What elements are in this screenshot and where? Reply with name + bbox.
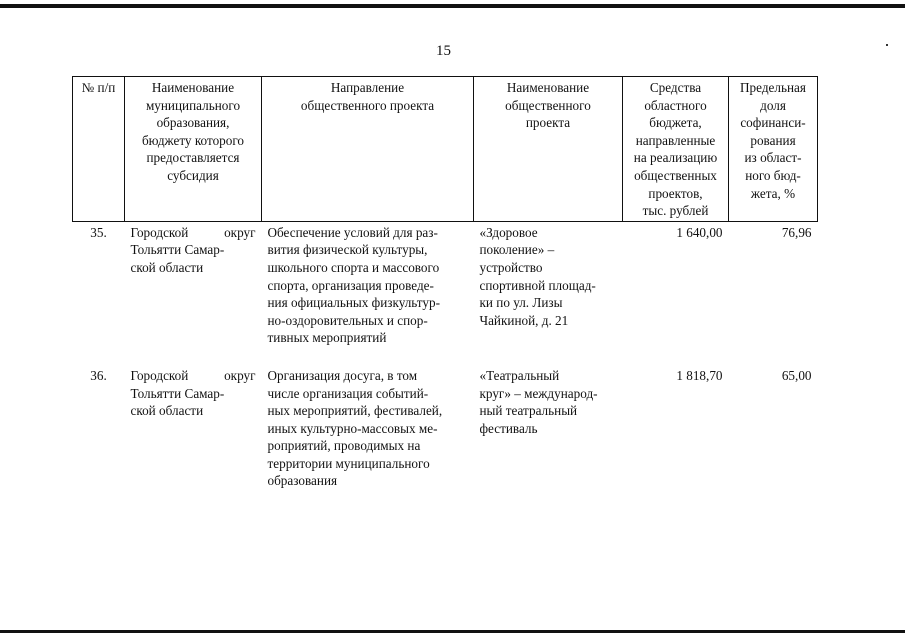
header-regional-funds: Средства областного бюджета, направленные на реализацию общественных проектов, тыс. рублей	[623, 77, 729, 222]
scan-speck	[886, 44, 888, 46]
bottom-border-rule	[0, 630, 905, 633]
header-direction: Направление общественного проекта	[262, 77, 474, 222]
row-amount: 1 818,70	[676, 367, 723, 383]
row-direction: Обеспечение условий для раз- вития физической культуры, школьного спорта и массового спорта, организация проведе- ния официальных физкультур- но-оздоровительных и спор- тивных мероприятий	[267, 224, 440, 346]
row-share: 65,00	[781, 367, 812, 383]
row-direction: Организация досуга, в том числе организация событий- ных мероприятий, фестивалей, иных культурно-массовых ме- роприятий, проводимых на территории муниципального образования	[267, 367, 443, 489]
table-row	[73, 365, 818, 490]
page-number: 15	[436, 43, 451, 59]
row-municipality: Городской округ Тольятти Самар- ской области	[130, 224, 256, 275]
header-max-share: Предельная доля софинанси- рования из област- ного бюд- жета, %	[729, 77, 818, 222]
row-project: «Здоровое поколение» – устройство спортивной площад- ки по ул. Лизы Чайкиной, д. 21	[479, 224, 596, 328]
row-municipality: Городской округ Тольятти Самар- ской области	[130, 367, 256, 419]
row-project: «Театральный круг» – международ- ный театральный фестиваль	[479, 367, 598, 436]
header-project-name: Наименование общественного проекта	[474, 77, 623, 222]
row-share: 76,96	[781, 224, 812, 240]
subsidy-table	[72, 76, 818, 490]
top-border-rule	[0, 4, 905, 8]
header-municipality: Наименование муниципального образования, бюджету которого предоставляется субсидия	[125, 77, 262, 222]
row-spacer	[73, 347, 818, 365]
table-row	[73, 221, 818, 347]
table-header-row	[73, 77, 818, 222]
row-number: 36.	[90, 367, 107, 383]
header-number: № п/п	[73, 77, 125, 222]
row-number: 35.	[90, 224, 107, 240]
row-amount: 1 640,00	[676, 224, 723, 240]
